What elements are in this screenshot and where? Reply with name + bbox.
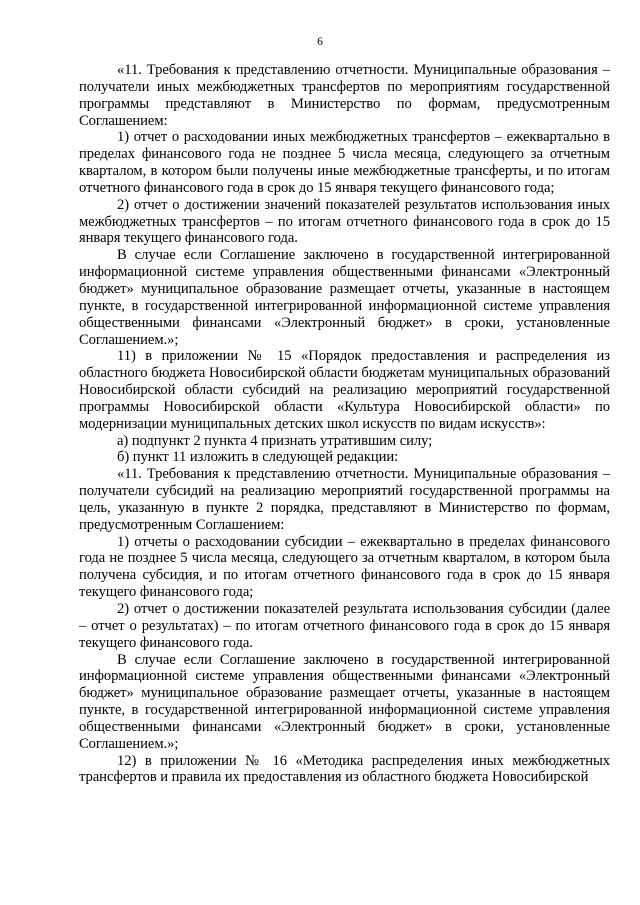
- paragraph: «11. Требования к представлению отчетности. Муниципальные образования – получатели иных межбюджетных трансфертов по мероприятиям государственной программы представляют в Министерство по формам, предусмотренным Соглашением:: [79, 62, 610, 129]
- paragraph: 2) отчет о достижении показателей результата использования субсидии (далее – отчет о результатах) – по итогам отчетного финансового года в срок до 15 января текущего финансового года.: [79, 601, 610, 651]
- paragraph: В случае если Соглашение заключено в государственной интегрированной информационной системе управления общественными финансами «Электронный бюджет» муниципальное образование размещает отчеты, указанные в настоящем пункте, в государственной интегрированной информационной системе управления общественными финансами «Электронный бюджет» в сроки, установленные Соглашением.»;: [79, 651, 610, 752]
- document-body: [79, 62, 610, 786]
- paragraph: 11) в приложении № 15 «Порядок предоставления и распределения из областного бюджета Новосибирской области бюджетам муниципальных образований Новосибирской области субсидий на реализацию мероприятий государственной программы Новосибирской области «Культура Новосибирской области» по модернизации муниципальных детских школ искусств по видам искусств»:: [79, 348, 610, 432]
- paragraph: «11. Требования к представлению отчетности. Муниципальные образования – получатели субсидий на реализацию мероприятий государственной программы на цель, указанную в пункте 2 порядка, представляют в Министерство по формам, предусмотренным Соглашением:: [79, 466, 610, 533]
- paragraph: 12) в приложении № 16 «Методика распределения иных межбюджетных трансфертов и правила их предоставления из областного бюджета Новосибирской: [79, 752, 610, 786]
- paragraph: 2) отчет о достижении значений показателей результатов использования иных межбюджетных трансфертов – по итогам отчетного финансового года в срок до 15 января текущего финансового года.: [79, 196, 610, 247]
- paragraph: б) пункт 11 изложить в следующей редакции:: [117, 449, 399, 466]
- page-number: 6: [317, 36, 323, 48]
- paragraph: 1) отчет о расходовании иных межбюджетных трансфертов – ежеквартально в пределах финансового года не позднее 5 числа месяца, следующего за отчетным кварталом, в котором были получены иные межбюджетные трансферты, и по итогам отчетного финансового года в срок до 15 января текущего финансового года;: [79, 129, 610, 196]
- paragraph: а) подпункт 2 пункта 4 признать утратившим силу;: [117, 432, 433, 449]
- paragraph: 1) отчеты о расходовании субсидии – ежеквартально в пределах финансового года не позднее 5 числа месяца, следующего за отчетным кварталом, в котором была получена субсидия, и по итогам отчетного финансового года в срок до 15 января текущего финансового года;: [79, 533, 610, 601]
- paragraph: В случае если Соглашение заключено в государственной интегрированной информационной системе управления общественными финансами «Электронный бюджет» муниципальное образование размещает отчеты, указанные в настоящем пункте, в государственной интегрированной информационной системе управления общественными финансами «Электронный бюджет» в сроки, установленные Соглашением.»;: [79, 247, 610, 348]
